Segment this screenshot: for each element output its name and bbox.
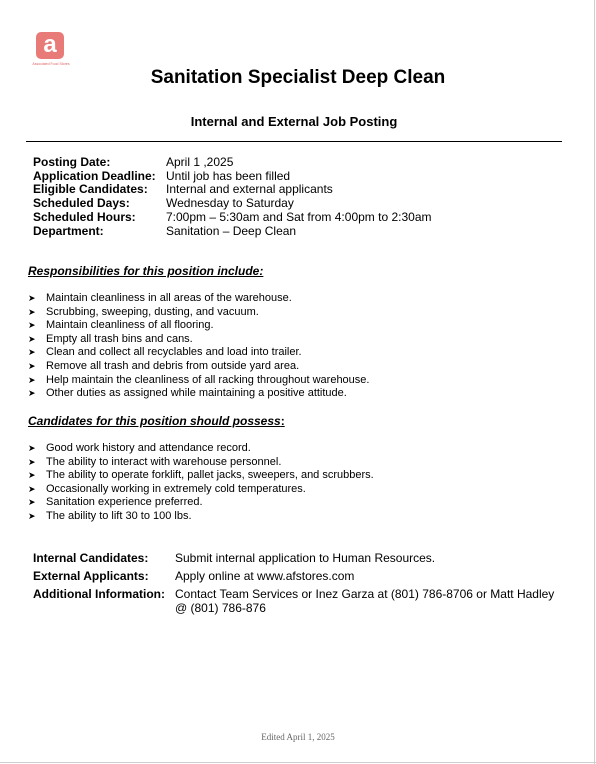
detail-row: [33, 183, 432, 197]
contact-section: [33, 551, 565, 619]
detail-label: Posting Date:: [33, 155, 111, 169]
company-logo: [26, 32, 76, 68]
list-item-text: Remove all trash and debris from outside yard area.: [46, 359, 300, 372]
responsibilities-list: [28, 292, 369, 401]
contact-value: Contact Team Services or Inez Garza at (801) 786-8706 or Matt Hadley @ (801) 786-876: [175, 587, 555, 615]
list-item: [28, 306, 369, 320]
qualifications-heading-colon: :: [280, 414, 285, 428]
detail-row: [33, 156, 432, 170]
contact-row: [33, 569, 565, 583]
list-item: [28, 292, 369, 306]
list-item: [28, 469, 374, 483]
list-item-text: The ability to interact with warehouse personnel.: [46, 455, 282, 468]
contact-label: External Applicants:: [33, 569, 149, 583]
list-item-text: The ability to lift 30 to 100 lbs.: [46, 509, 192, 522]
list-item: [28, 319, 369, 333]
detail-value: Wednesday to Saturday: [166, 196, 294, 211]
list-item-text: Maintain cleanliness of all flooring.: [46, 319, 214, 332]
detail-value: Internal and external applicants: [166, 182, 333, 197]
list-item: [28, 360, 369, 374]
divider: [26, 141, 562, 142]
detail-row: [33, 170, 432, 184]
arrowhead-bullet-icon: ➤: [28, 333, 36, 344]
arrowhead-bullet-icon: ➤: [28, 306, 36, 317]
list-item-text: Maintain cleanliness in all areas of the warehouse.: [46, 292, 292, 304]
detail-label: Scheduled Days:: [33, 196, 130, 211]
detail-row: [33, 225, 432, 239]
arrowhead-bullet-icon: ➤: [28, 293, 36, 303]
list-item-text: Good work history and attendance record.: [46, 442, 251, 454]
list-item-text: Empty all trash bins and cans.: [46, 332, 193, 345]
logo-tagline: Associated Food Stores: [32, 62, 70, 66]
list-item: [28, 333, 369, 347]
arrowhead-bullet-icon: ➤: [28, 360, 36, 371]
job-details: [33, 156, 432, 238]
footer-edited-date: Edited April 1, 2025: [261, 732, 335, 742]
arrowhead-bullet-icon: ➤: [28, 347, 36, 358]
list-item: [28, 346, 369, 360]
page-edge: [594, 0, 595, 764]
detail-value: Until job has been filled: [166, 168, 291, 183]
detail-value: Sanitation – Deep Clean: [166, 223, 297, 238]
detail-row: [33, 197, 432, 211]
detail-label: Department:: [33, 223, 104, 238]
responsibilities-heading: Responsibilities for this position include:: [28, 264, 264, 278]
detail-label: Eligible Candidates:: [33, 182, 148, 197]
contact-row: [33, 551, 565, 565]
list-item: [28, 456, 374, 470]
page-title: Sanitation Specialist Deep Clean: [150, 67, 446, 88]
detail-label: Application Deadline:: [33, 168, 156, 183]
list-item-text: Sanitation experience preferred.: [46, 496, 203, 509]
arrowhead-bullet-icon: ➤: [28, 497, 36, 508]
arrowhead-bullet-icon: ➤: [28, 483, 36, 494]
detail-label: Scheduled Hours:: [33, 209, 136, 224]
list-item: [28, 510, 374, 524]
list-item-text: Occasionally working in extremely cold temperatures.: [46, 482, 306, 495]
contact-value: Submit internal application to Human Resources.: [175, 551, 436, 565]
contact-label: Additional Information:: [33, 587, 165, 601]
list-item-text: Other duties as assigned while maintaining a positive attitude.: [46, 387, 347, 400]
arrowhead-bullet-icon: ➤: [28, 374, 36, 385]
detail-row: [33, 211, 432, 225]
detail-value: 7:00pm – 5:30am and Sat from 4:00pm to 2:30am: [166, 209, 432, 224]
arrowhead-bullet-icon: ➤: [28, 470, 36, 481]
qualifications-heading: [28, 414, 285, 428]
page-subtitle: Internal and External Job Posting: [190, 114, 398, 129]
qualifications-heading-text: Candidates for this position should possess: [28, 414, 281, 428]
contact-value: Apply online at www.afstores.com: [175, 569, 355, 583]
detail-value: April 1 ,2025: [166, 155, 234, 169]
list-item-text: Clean and collect all recyclables and load into trailer.: [46, 346, 302, 359]
list-item-text: Scrubbing, sweeping, dusting, and vacuum.: [46, 305, 259, 318]
page-edge: [0, 762, 596, 763]
arrowhead-bullet-icon: ➤: [28, 320, 36, 331]
arrowhead-bullet-icon: ➤: [28, 456, 36, 467]
list-item-text: The ability to operate forklift, pallet jacks, sweepers, and scrubbers.: [46, 469, 374, 482]
contact-row: [33, 587, 565, 615]
logo-letter: a: [36, 32, 64, 59]
list-item-text: Help maintain the cleanliness of all racking throughout warehouse.: [46, 373, 370, 386]
list-item: [28, 387, 369, 401]
list-item: [28, 374, 369, 388]
arrowhead-bullet-icon: ➤: [28, 510, 36, 521]
list-item: [28, 496, 374, 510]
arrowhead-bullet-icon: ➤: [28, 443, 36, 453]
arrowhead-bullet-icon: ➤: [28, 388, 36, 399]
list-item: [28, 483, 374, 497]
qualifications-list: [28, 442, 374, 524]
list-item: [28, 442, 374, 456]
contact-label: Internal Candidates:: [33, 551, 149, 565]
